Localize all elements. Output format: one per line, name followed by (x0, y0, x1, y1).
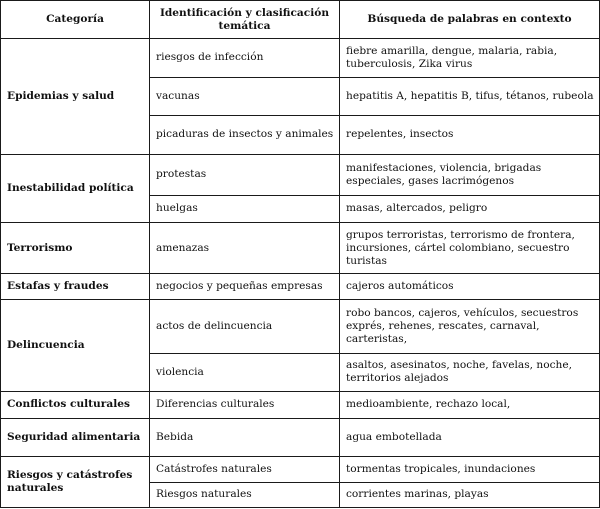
category-cell: Inestabilidad política (1, 154, 150, 222)
topic-cell: Diferencias culturales (150, 392, 340, 418)
header-busqueda: Búsqueda de palabras en contexto (340, 1, 600, 39)
table-row (1, 299, 600, 353)
keywords-cell: hepatitis A, hepatitis B, tifus, tétanos, rubeola (340, 77, 600, 116)
topic-cell: huelgas (150, 196, 340, 222)
keywords-cell: cajeros automáticos (340, 274, 600, 299)
keywords-cell: grupos terroristas, terrorismo de frontera, incursiones, cártel colombiano, secuestro turistas (340, 222, 600, 274)
category-cell: Conflictos culturales (1, 392, 150, 418)
keywords-cell: manifestaciones, violencia, brigadas especiales, gases lacrimógenos (340, 154, 600, 196)
category-cell: Seguridad alimentaria (1, 418, 150, 457)
topic-cell: amenazas (150, 222, 340, 274)
category-cell: Riesgos y catástrofes naturales (1, 457, 150, 508)
keywords-cell: tormentas tropicales, inundaciones (340, 457, 600, 482)
category-cell: Epidemias y salud (1, 39, 150, 155)
table-row (1, 418, 600, 457)
keywords-cell: robo bancos, cajeros, vehículos, secuestros exprés, rehenes, rescates, carnaval, carteristas, (340, 299, 600, 353)
table-row (1, 154, 600, 196)
keywords-cell: masas, altercados, peligro (340, 196, 600, 222)
keywords-cell: repelentes, insectos (340, 116, 600, 155)
topic-cell: actos de delincuencia (150, 299, 340, 353)
header-identificacion: Identificación y clasificación temática (150, 1, 340, 39)
keywords-cell: asaltos, asesinatos, noche, favelas, noche, territorios alejados (340, 353, 600, 392)
keywords-cell: corrientes marinas, playas (340, 482, 600, 507)
topic-cell: Catástrofes naturales (150, 457, 340, 482)
topic-cell: negocios y pequeñas empresas (150, 274, 340, 299)
table-row (1, 39, 600, 78)
category-cell: Terrorismo (1, 222, 150, 274)
topic-cell: vacunas (150, 77, 340, 116)
keywords-cell: agua embotellada (340, 418, 600, 457)
table-row (1, 274, 600, 299)
table-row (1, 392, 600, 418)
table-row (1, 457, 600, 482)
keywords-cell: fiebre amarilla, dengue, malaria, rabia, tuberculosis, Zika virus (340, 39, 600, 78)
topic-cell: riesgos de infección (150, 39, 340, 78)
topic-cell: Bebida (150, 418, 340, 457)
header-categoria: Categoría (1, 1, 150, 39)
topic-cell: violencia (150, 353, 340, 392)
category-cell: Estafas y fraudes (1, 274, 150, 299)
topic-cell: protestas (150, 154, 340, 196)
topic-cell: picaduras de insectos y animales (150, 116, 340, 155)
keywords-cell: medioambiente, rechazo local, (340, 392, 600, 418)
table-row (1, 222, 600, 274)
topic-cell: Riesgos naturales (150, 482, 340, 507)
category-cell: Delincuencia (1, 299, 150, 391)
table-header-row (1, 1, 600, 39)
